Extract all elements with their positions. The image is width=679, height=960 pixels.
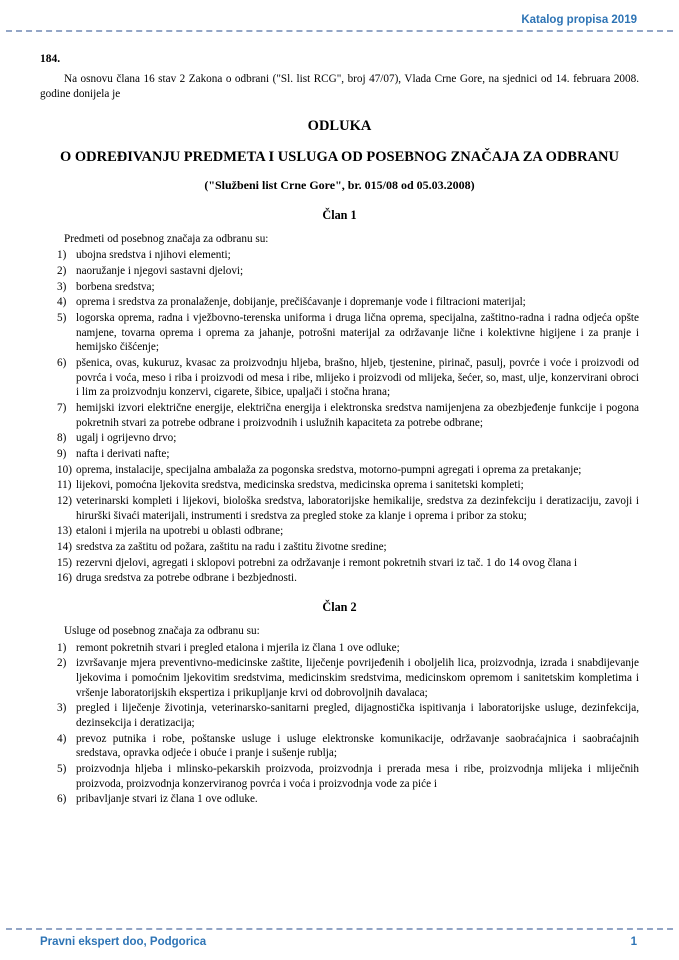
list-item [40,701,639,730]
item-text: pšenica, ovas, kukuruz, kvasac za proizvodnju hljeba, brašno, hljeb, tjestenine, pirinač, pasulj, povrće i voće i proizvodi od povrća i voća, meso i riba i proizvodi od mesa i ribe, mlijeko i proizvodi od mlijeka, šećer, so, mast, ulje, konzervirani obroci i lim za proizvodnju konzervi, cigarete, šibice, upaljači i stočna hrana; [76,357,639,399]
list-item [40,641,639,656]
item-number: 3) [57,280,67,293]
list-item [40,431,639,446]
list-item [40,280,639,295]
item-text: pregled i liječenje životinja, veterinarsko-sanitarni pregled, dijagnostička ispitivanja i laboratorijske usluge, dezinfekcija, dezinsekcija i deratizacija; [76,702,639,730]
page-footer [6,928,673,960]
document-title-word: ODLUKA [307,118,372,135]
item-text: pribavljanje stvari iz člana 1 ove odluke. [76,793,258,806]
item-number: 5) [57,312,67,325]
item-text: naoružanje i njegovi sastavni djelovi; [76,265,244,277]
item-number: 11) [57,479,72,492]
item-number: 4) [57,732,67,745]
item-text: rezervni djelovi, agregati i sklopovi potrebni za održavanje i remont pokretnih stvari iz tač. 1 do 14 ovog člana i [76,556,578,569]
item-text: borbena sredstva; [76,280,155,293]
item-number: 7) [57,402,67,415]
item-text: ubojna sredstva i njihovi elementi; [76,249,231,262]
list-item [40,792,639,807]
list-item [40,264,639,279]
item-text: logorska oprema, radna i vježbovno-terenska uniforma i druga lična oprema, specijalna, zaštitno-radna i radna odjeća opšte namjene, tovarna oprema i oprema za jahanje, potrošni materijal za održavanje lične i kolektivne higijene i za pranje i hemijsko čišćenje; [76,312,639,354]
gazette-reference: ("Službeni list Crne Gore", br. 015/08 od 05.03.2008) [204,177,475,192]
item-text: ugalj i ogrijevno drvo; [76,432,177,445]
item-number: 2) [57,265,67,277]
item-number: 8) [57,432,67,445]
list-item [40,762,639,791]
list-item [40,311,639,355]
list-item [40,656,639,700]
intro-paragraph: Na osnovu člana 16 stav 2 Zakona o odbrani ("Sl. list RCG", broj 47/07), Vlada Crne Gore, na sjednici od 14. februara 2008. godine donijela je [40,73,639,100]
list-item [40,540,639,555]
item-number: 9) [57,448,67,461]
list-item [40,463,639,478]
document-content [40,44,639,808]
item-number: 15) [57,556,72,569]
list-item [40,571,639,586]
item-number: 12) [57,495,72,508]
list-item [40,732,639,761]
item-text: remont pokretnih stvari i pregled etalona i mjerila iz člana 1 ove odluke; [76,641,400,654]
item-number: 6) [57,357,67,370]
item-number: 5) [57,763,67,776]
list-item [40,295,639,310]
item-text: nafta i derivati nafte; [76,448,170,461]
list-item [40,447,639,462]
item-number: 13) [57,525,72,538]
document-number: 184. [40,53,61,65]
item-text: veterinarski kompleti i lijekovi, biološka sredstva, laboratorijske hemikalije, sredstva za dezinfekciju i deratizaciju, zavoji i hirurški šivaći materijali, instrumenti i sredstva za pregled stoke za klanje i oprema i pribor za stoku; [76,495,639,522]
list-item [40,478,639,493]
list-item [40,248,639,263]
article-1-lead: Predmeti od posebnog značaja za odbranu su: [64,232,269,245]
item-text: hemijski izvori električne energije, električna energija i elektronska sredstva namijenjena za obezbjeđenje funkcije i pogona pokretnih stvari za potrebe odbrane i proizvodnih i uslužnih kapaciteta za potrebe odbrane; [76,402,639,429]
article-1-list [40,248,639,586]
item-text: lijekovi, pomoćna ljekovita sredstva, medicinska sredstva, medicinska oprema i sanitetski kompleti; [76,479,524,492]
item-number: 1) [57,249,67,262]
catalog-label: Katalog propisa 2019 [521,14,637,26]
publisher-label: Pravni ekspert doo, Podgorica [40,936,207,948]
item-number: 10) [57,463,72,476]
item-number: 3) [57,702,67,715]
list-item [40,356,639,400]
item-text: oprema, instalacije, specijalna ambalaža za pogonska sredstva, motorno-pumpni agregati i oprema za pretakanje; [76,463,582,476]
list-item [40,494,639,523]
item-number: 1) [57,641,67,654]
list-item [40,556,639,571]
item-number: 6) [57,793,67,806]
item-text: prevoz putnika i robe, poštanske usluge i usluge elektronske komunikacije, održavanje saobraćajnica i saobraćajnih sredstava, opravka odjeće i obuće i pranje i sušenje rublja; [76,732,639,760]
article-2-lead: Usluge od posebnog značaja za odbranu su: [64,625,260,638]
item-text: druga sredstva za potrebe odbrane i bezbjednosti. [76,572,297,585]
article-1-heading: Član 1 [322,207,357,222]
item-text: izvršavanje mjera preventivno-medicinske zaštite, liječenje povrijeđenih i oboljelih lica, proizvodnja, izrada i snabdijevanje ljekovima i pomoćnim ljekovitim sredstvima, medicinskim sredstvima, medicinskom opremom i sanitetskim kompletima i vršenje laboratorijskih ekspertiza i prikupljanje krvi od dobrovoljnih davalaca; [76,657,639,699]
page-header [6,0,673,32]
document-title-main: O ODREĐIVANJU PREDMETA I USLUGA OD POSEBNOG ZNAČAJA ZA ODBRANU [60,149,619,166]
article-2-list [40,641,639,807]
item-text: proizvodnja hljeba i mlinsko-pekarskih proizvoda, proizvodnja i prerada mesa i ribe, proizvodnja mlijeka i mliječnih proizvoda, proizvodnja konzerviranog povrća i voća i proizvodnja vode za piće i [76,763,639,790]
list-item [40,401,639,430]
header-divider [6,30,673,32]
item-text: sredstva za zaštitu od požara, zaštitu na radu i zaštitu životne sredine; [76,541,387,554]
item-number: 16) [57,572,72,585]
article-2-heading: Član 2 [322,600,357,615]
item-number: 4) [57,296,67,309]
item-text: etaloni i mjerila na upotrebi u oblasti odbrane; [76,525,284,538]
item-number: 2) [57,657,67,670]
list-item [40,524,639,539]
item-text: oprema i sredstva za pronalaženje, dobijanje, prečišćavanje i dopremanje vode i filtracioni materijal; [76,296,526,309]
page-number: 1 [630,936,637,948]
item-number: 14) [57,541,72,554]
